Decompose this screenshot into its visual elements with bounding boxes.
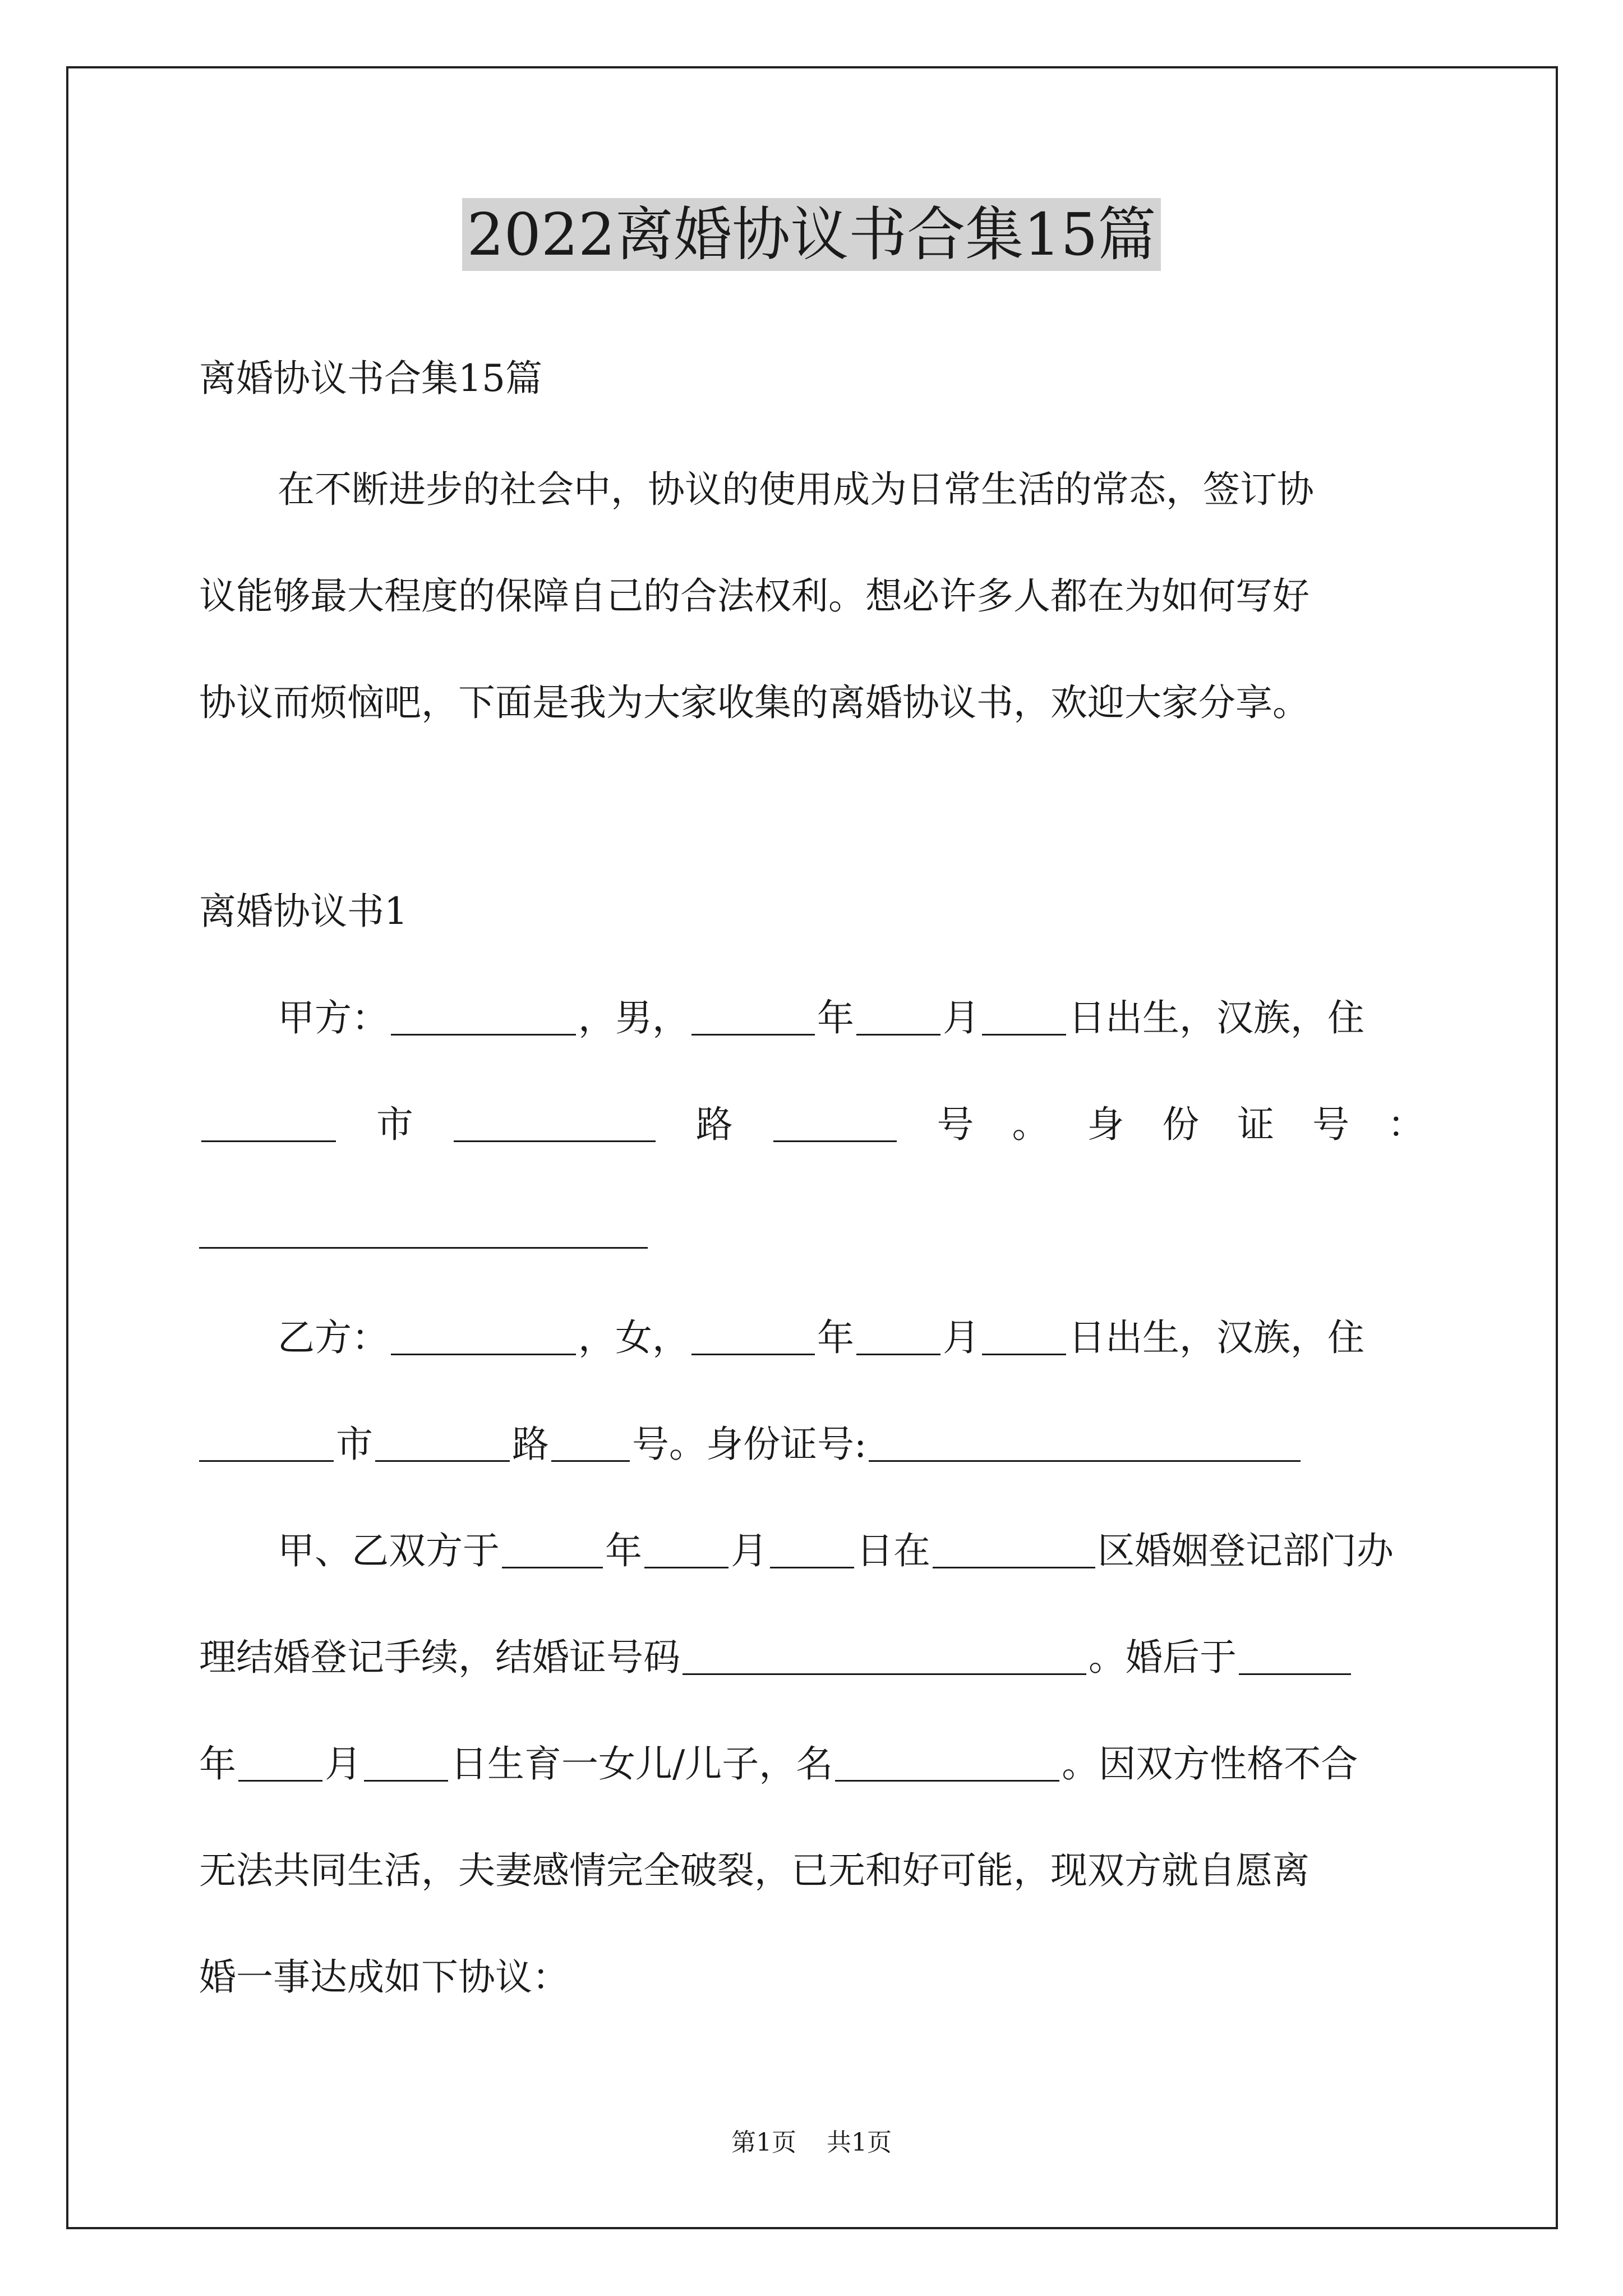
gender-text: ，女， [578,1316,689,1359]
marriage-block [199,1498,1424,2031]
month-text: 月 [325,1742,362,1786]
year-blank[interactable] [691,1321,815,1355]
road-blank[interactable] [375,1428,510,1462]
born-text: 日出生，汉族，住 [1068,996,1364,1039]
marriage-text: 。因双方性格不合 [1062,1742,1358,1786]
marriage-text: 日在 [856,1529,930,1572]
month-blank[interactable] [856,1321,940,1355]
id-number-blank[interactable] [869,1428,1301,1462]
born-text: 日出生，汉族，住 [1068,1316,1364,1359]
number-blank[interactable] [551,1428,630,1462]
party-a-line-3 [199,1178,1424,1285]
road-text: 路 [512,1423,549,1466]
party-a-label: 甲方： [278,996,389,1039]
year-text: 年 [817,1316,854,1359]
period-text: 。 [1012,1103,1049,1146]
marriage-line-2 [199,1604,1424,1711]
city-text: 市 [376,1103,413,1146]
day-blank[interactable] [770,1534,854,1568]
intro-line: 协议而烦恼吧，下面是我为大家收集的离婚协议书，欢迎大家分享。 [199,681,1310,724]
document-subtitle: 离婚协议书合集15篇 [199,357,542,400]
number-blank[interactable] [773,1108,897,1142]
party-b-line-2 [199,1391,1424,1498]
month-blank[interactable] [238,1747,322,1782]
id-label-char: ： [1387,1103,1424,1146]
marriage-line-3 [199,1711,1424,1818]
intro-line: 在不断进步的社会中，协议的使用成为日常生活的常态，签订协 [278,468,1314,511]
marriage-text: 区婚姻登记部门办 [1098,1529,1394,1572]
district-blank[interactable] [933,1534,1095,1568]
id-label-char: 份 [1162,1103,1200,1146]
road-blank[interactable] [454,1108,656,1142]
child-name-blank[interactable] [835,1747,1059,1782]
month-blank[interactable] [856,1001,940,1036]
intro-paragraph [199,436,1424,756]
party-a-line-1 [199,965,1424,1071]
marriage-line-5: 婚一事达成如下协议： [199,1955,569,1999]
month-text: 月 [943,1316,980,1359]
id-label-char: 身 [1087,1103,1124,1146]
page-footer [0,2126,1623,2160]
certificate-number-blank[interactable] [683,1641,1086,1675]
document-title: 2022离婚协议书合集15篇 [0,196,1623,273]
year-text: 年 [199,1742,236,1786]
party-b-line-1 [199,1285,1424,1391]
month-text: 月 [943,996,980,1039]
number-text: 号 [937,1103,974,1146]
marriage-line-4: 无法共同生活，夫妻感情完全破裂，已无和好可能，现双方就自愿离 [199,1849,1310,1892]
intro-line: 议能够最大程度的保障自己的合法权利。想必许多人都在为如何写好 [199,574,1310,618]
section-heading: 离婚协议书1 [199,890,408,933]
party-a-line-2 [199,1071,1424,1178]
year-blank[interactable] [1239,1641,1351,1675]
road-text: 路 [695,1103,733,1146]
city-blank[interactable] [199,1428,334,1462]
id-label-char: 证 [1237,1103,1275,1146]
id-label: 号。身份证号: [632,1423,867,1466]
marriage-text: 理结婚登记手续，结婚证号码 [199,1636,680,1679]
name-blank[interactable] [391,1321,576,1355]
party-b-block [199,1285,1424,1498]
page-total: 共1页 [827,2128,892,2157]
city-text: 市 [336,1423,373,1466]
year-blank[interactable] [502,1534,603,1568]
id-label-char: 号 [1312,1103,1350,1146]
marriage-line-1 [199,1498,1424,1604]
id-number-blank[interactable] [199,1214,648,1249]
month-text: 月 [731,1529,768,1572]
name-blank[interactable] [391,1001,576,1036]
day-blank[interactable] [982,1321,1066,1355]
page-number: 第1页 [731,2128,796,2157]
marriage-text: 甲、乙双方于 [278,1529,500,1572]
day-blank[interactable] [982,1001,1066,1036]
day-blank[interactable] [364,1747,448,1782]
marriage-text: 。婚后于 [1089,1636,1237,1679]
party-b-label: 乙方： [278,1316,389,1359]
year-text: 年 [605,1529,642,1572]
month-blank[interactable] [644,1534,728,1568]
year-blank[interactable] [691,1001,815,1036]
city-blank[interactable] [201,1108,336,1142]
year-text: 年 [817,996,854,1039]
gender-text: ，男， [578,996,689,1039]
marriage-text: 日生育一女儿/儿子，名 [450,1742,833,1786]
party-a-block [199,965,1424,1285]
